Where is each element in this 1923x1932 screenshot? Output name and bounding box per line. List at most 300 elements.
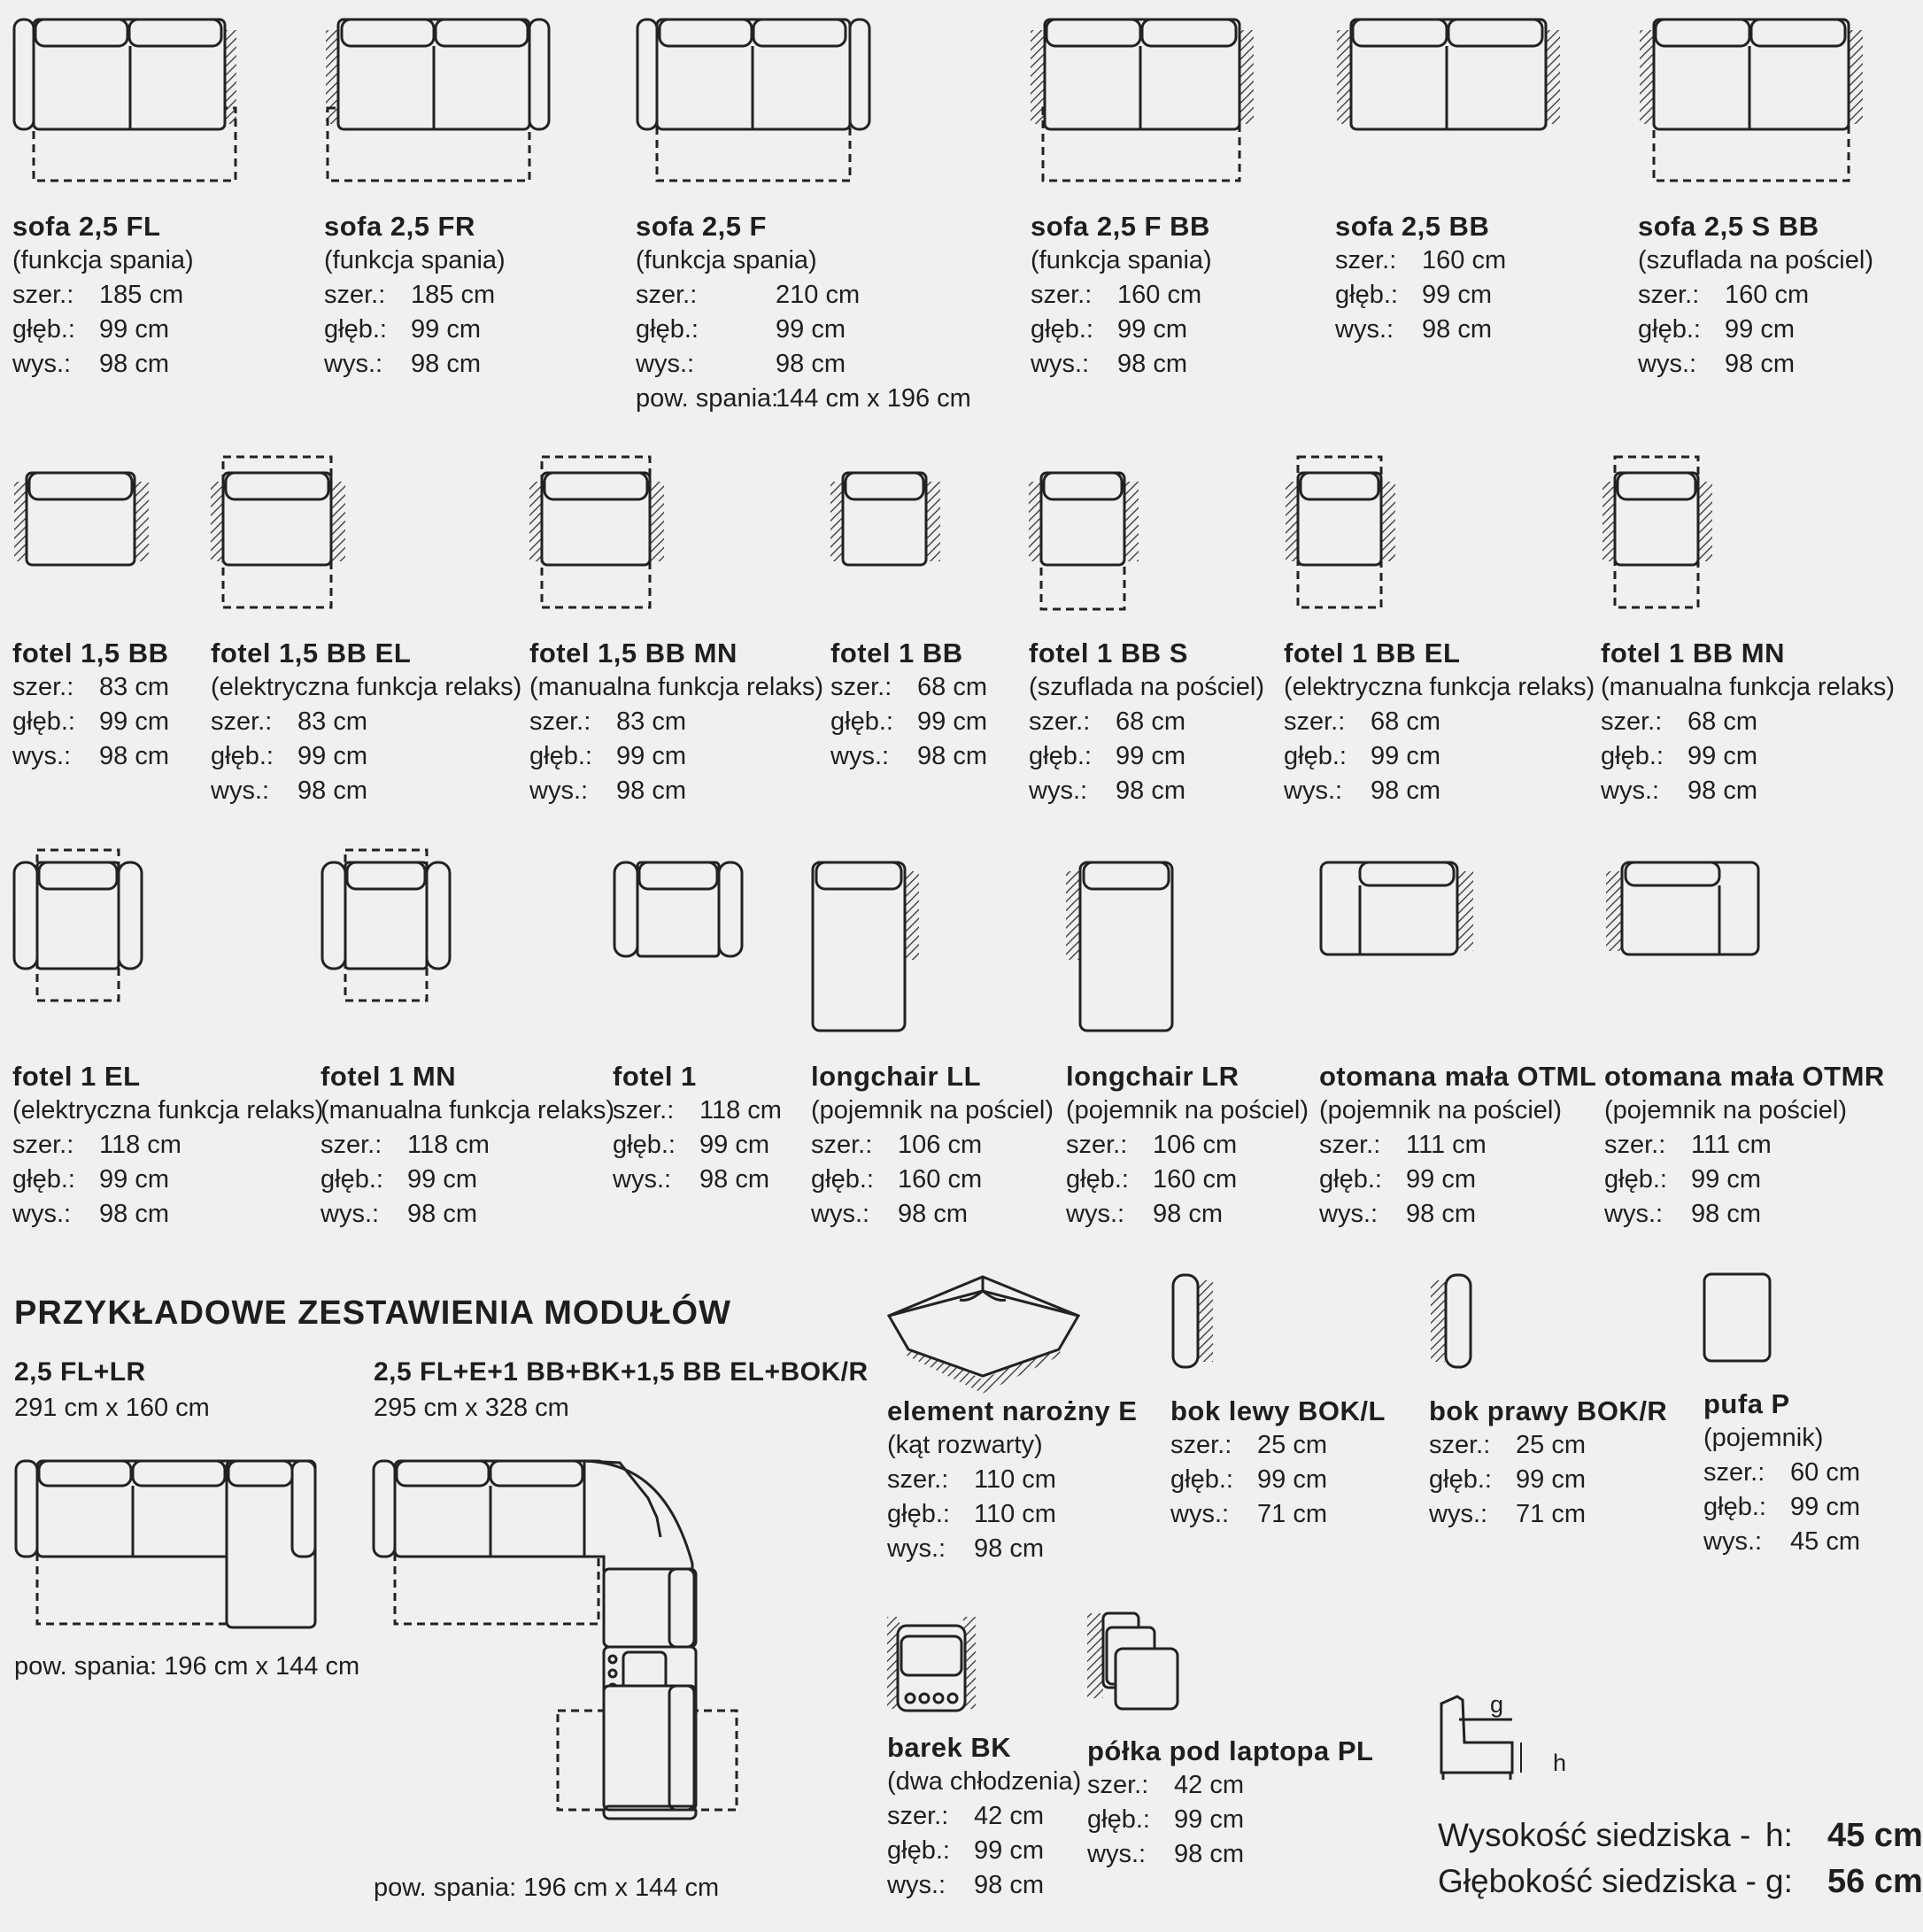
spec-key: wys.:: [529, 777, 589, 805]
spec-value: 99 cm: [1516, 1465, 1586, 1494]
spec-row: [12, 1197, 323, 1232]
seat-height-value: 45 cm: [1827, 1817, 1923, 1854]
spec-value: 98 cm: [699, 1165, 769, 1194]
spec-value: 98 cm: [1116, 777, 1185, 805]
fotel-1-bb-el-icon: [1284, 455, 1397, 611]
module-name: longchair LL: [811, 1061, 981, 1092]
spec-row: [324, 278, 506, 313]
spec-key: szer.:: [1429, 1431, 1491, 1459]
spec-key: głęb.:: [1066, 1165, 1129, 1194]
spec-value: 98 cm: [776, 350, 846, 378]
module-note: (kąt rozwarty): [887, 1431, 1043, 1459]
module-note: (pojemnik na pościel): [1066, 1096, 1309, 1124]
seat-dimensions-icon: [1436, 1691, 1533, 1789]
fotel-1-bb-icon: [829, 469, 942, 568]
spec-value: 98 cm: [411, 350, 481, 378]
combo-size: 295 cm x 328 cm: [374, 1394, 569, 1422]
module-sofa-2-5-bb: [1335, 209, 1506, 347]
spec-row: [529, 739, 823, 774]
module-sofa-2-5-f-bb: [1031, 209, 1212, 382]
spec-row: [1604, 1197, 1885, 1232]
module-name: fotel 1,5 BB EL: [211, 638, 412, 668]
spec-row: [613, 1128, 782, 1163]
combo-2-5-fl-e-1-bb-bk-1-5-bb-el-bok-r-icon: [372, 1457, 726, 1820]
fotel-1-5-bb-mn-icon: [528, 455, 666, 611]
spec-key: szer.:: [12, 281, 74, 309]
spec-key: szer.:: [211, 707, 273, 736]
fotel-1-5-bb-icon: [12, 469, 151, 568]
module-longchair-lr: [1066, 1059, 1309, 1232]
spec-key: głęb.:: [1429, 1465, 1492, 1494]
module-name: fotel 1,5 BB MN: [529, 638, 738, 668]
seat-depth-symbol: g:: [1765, 1863, 1793, 1899]
module-name: sofa 2,5 F: [636, 211, 767, 242]
spec-value: 68 cm: [1371, 707, 1440, 736]
module-note: (funkcja spania): [1031, 246, 1212, 274]
spec-key: głęb.:: [1335, 281, 1398, 309]
spec-key: głęb.:: [1601, 742, 1664, 770]
seat-height-symbol: h:: [1765, 1817, 1793, 1853]
longchair-ll-icon: [811, 859, 921, 1032]
seat-depth-label-text: Głębokość siedziska -: [1438, 1863, 1757, 1899]
spec-key: głęb.:: [1638, 315, 1701, 344]
module-note: (elektryczna funkcja relaks): [12, 1096, 324, 1124]
spec-key: wys.:: [12, 350, 72, 378]
spec-row: [1429, 1428, 1667, 1463]
spec-row: [1029, 705, 1264, 739]
spec-row: [811, 1163, 1054, 1197]
spec-key: głęb.:: [1284, 742, 1347, 770]
spec-row: [1319, 1197, 1596, 1232]
longchair-lr-icon: [1064, 859, 1174, 1032]
module-name: sofa 2,5 F BB: [1031, 211, 1210, 242]
spec-value: 98 cm: [1422, 315, 1492, 344]
spec-key: głęb.:: [12, 1165, 75, 1194]
spec-key: wys.:: [12, 742, 72, 770]
spec-value: 98 cm: [1406, 1200, 1476, 1228]
barek-bk-icon: [885, 1610, 977, 1714]
spec-value: 25 cm: [1257, 1431, 1327, 1459]
spec-value: 83 cm: [297, 707, 367, 736]
spec-value: 98 cm: [99, 350, 169, 378]
spec-key: szer.:: [1638, 281, 1700, 309]
module-name: bok prawy BOK/R: [1429, 1395, 1668, 1426]
spec-value: 99 cm: [974, 1836, 1044, 1865]
spec-key: szer.:: [1604, 1131, 1666, 1159]
spec-row: [1284, 739, 1595, 774]
spec-value: 99 cm: [699, 1131, 769, 1159]
spec-key: szer.:: [12, 673, 74, 701]
spec-value: 98 cm: [1725, 350, 1795, 378]
spec-row: [1601, 774, 1895, 808]
spec-key: szer.:: [324, 281, 386, 309]
spec-row: [1170, 1497, 1386, 1532]
spec-row: [830, 705, 987, 739]
spec-value: 210 cm: [776, 281, 861, 309]
spec-row: [636, 278, 971, 313]
spec-key: głęb.:: [887, 1836, 950, 1865]
spec-key: szer.:: [1029, 707, 1091, 736]
spec-key: głęb.:: [320, 1165, 383, 1194]
spec-row: [1703, 1456, 1860, 1490]
spec-value: 99 cm: [99, 315, 169, 344]
spec-key: głęb.:: [1031, 315, 1093, 344]
spec-row: [211, 705, 521, 739]
spec-value: 99 cm: [1371, 742, 1440, 770]
spec-row: [1604, 1128, 1885, 1163]
spec-key: głęb.:: [12, 315, 75, 344]
spec-row: [211, 739, 521, 774]
module-fotel-1-bb: [830, 636, 987, 774]
module-sofa-2-5-s-bb: [1638, 209, 1873, 382]
spec-row: [1429, 1497, 1667, 1532]
spec-row: [636, 347, 971, 382]
spec-key: szer.:: [1335, 246, 1397, 274]
module-name: sofa 2,5 FL: [12, 211, 161, 242]
module-name: fotel 1 BB MN: [1601, 638, 1785, 668]
spec-key: wys.:: [887, 1534, 946, 1563]
spec-value: 106 cm: [1153, 1131, 1238, 1159]
spec-key: głęb.:: [1604, 1165, 1667, 1194]
module-note: (manualna funkcja relaks): [529, 673, 824, 701]
spec-value: 160 cm: [1725, 281, 1810, 309]
combo-2: [374, 1355, 869, 1426]
spec-row: [1170, 1463, 1386, 1497]
spec-value: 118 cm: [99, 1131, 181, 1159]
spec-row: [12, 1163, 323, 1197]
spec-value: 160 cm: [898, 1165, 983, 1194]
spec-key: wys.:: [211, 777, 270, 805]
module-note: (szuflada na pościel): [1638, 246, 1873, 274]
spec-key: szer.:: [887, 1802, 949, 1830]
spec-value: 99 cm: [297, 742, 367, 770]
fotel-1-mn-icon: [320, 848, 452, 1004]
module-note: (pojemnik): [1703, 1424, 1824, 1452]
fotel-1-5-bb-el-icon: [209, 455, 347, 611]
spec-key: wys.:: [1031, 350, 1090, 378]
spec-row: [529, 705, 823, 739]
module-name: pufa P: [1703, 1388, 1790, 1419]
module-name: sofa 2,5 BB: [1335, 211, 1490, 242]
spec-key: głęb.:: [830, 707, 893, 736]
module-name: element narożny E: [887, 1395, 1138, 1426]
spec-key: wys.:: [613, 1165, 672, 1194]
spec-value: 60 cm: [1790, 1458, 1860, 1487]
spec-value: 160 cm: [1153, 1165, 1238, 1194]
module-name: fotel 1 EL: [12, 1061, 141, 1092]
spec-value: 110 cm: [974, 1465, 1056, 1494]
module-bok-lewy-bok-l: [1170, 1394, 1386, 1532]
spec-value: 98 cm: [974, 1871, 1044, 1899]
spec-key: wys.:: [887, 1871, 946, 1899]
spec-value: 118 cm: [699, 1096, 782, 1124]
sofa-2-5-fl-icon: [12, 16, 239, 184]
spec-key: głęb.:: [887, 1500, 950, 1528]
otomana-mala-otmr-icon: [1604, 859, 1760, 958]
spec-value: 111 cm: [1406, 1131, 1487, 1159]
spec-row: [1087, 1768, 1373, 1803]
spec-key: wys.:: [1170, 1500, 1230, 1528]
spec-key: wys.:: [636, 350, 695, 378]
spec-key: szer.:: [12, 1131, 74, 1159]
spec-value: 99 cm: [616, 742, 686, 770]
spec-key: wys.:: [1703, 1527, 1763, 1556]
spec-key: szer.:: [1284, 707, 1346, 736]
spec-value: 99 cm: [99, 707, 169, 736]
spec-value: 99 cm: [407, 1165, 477, 1194]
seat-depth-label: g: [1490, 1691, 1504, 1718]
spec-key: szer.:: [529, 707, 591, 736]
spec-key: głęb.:: [1029, 742, 1092, 770]
module-note: (szuflada na pościel): [1029, 673, 1264, 701]
spec-value: 99 cm: [1725, 315, 1795, 344]
module-note: (manualna funkcja relaks): [1601, 673, 1896, 701]
spec-row: [887, 1868, 1081, 1903]
spec-value: 99 cm: [1422, 281, 1492, 309]
spec-row: [1335, 313, 1506, 347]
spec-value: 98 cm: [1371, 777, 1440, 805]
spec-value: 185 cm: [411, 281, 496, 309]
spec-key: głęb.:: [811, 1165, 874, 1194]
spec-row: [12, 313, 194, 347]
spec-row: [1170, 1428, 1386, 1463]
module-name: fotel 1 BB S: [1029, 638, 1188, 668]
spec-row: [1031, 278, 1212, 313]
combo-2-sleep-area: pow. spania: 196 cm x 144 cm: [374, 1874, 720, 1902]
spec-row: [1335, 243, 1506, 278]
sofa-2-5-f-bb-icon: [1029, 16, 1255, 184]
spec-value: 98 cm: [99, 1200, 169, 1228]
module-bok-prawy-bok-r: [1429, 1394, 1667, 1532]
spec-key: głęb.:: [1319, 1165, 1382, 1194]
spec-value: 99 cm: [1116, 742, 1185, 770]
spec-row: [1031, 313, 1212, 347]
spec-row: [636, 382, 971, 416]
spec-value: 98 cm: [616, 777, 686, 805]
spec-key: wys.:: [1319, 1200, 1379, 1228]
spec-value: 98 cm: [99, 742, 169, 770]
spec-value: 98 cm: [898, 1200, 968, 1228]
spec-key: szer.:: [1601, 707, 1663, 736]
spec-value: 83 cm: [99, 673, 169, 701]
spec-value: 68 cm: [1687, 707, 1757, 736]
spec-row: [1703, 1525, 1860, 1559]
module-polka-pod-laptopa-pl: [1087, 1734, 1373, 1872]
spec-value: 185 cm: [99, 281, 184, 309]
spec-key: głęb.:: [1170, 1465, 1233, 1494]
module-name: otomana mała OTML: [1319, 1061, 1597, 1092]
spec-row: [1703, 1490, 1860, 1525]
module-sofa-2-5-fr: [324, 209, 506, 382]
sofa-2-5-bb-icon: [1335, 16, 1562, 140]
module-note: (pojemnik na pościel): [1319, 1096, 1563, 1124]
spec-key: głęb.:: [1703, 1493, 1766, 1521]
module-name: fotel 1: [613, 1061, 697, 1092]
module-note: (funkcja spania): [12, 246, 194, 274]
spec-key: wys.:: [12, 1200, 72, 1228]
module-name: bok lewy BOK/L: [1170, 1395, 1386, 1426]
spec-key: wys.:: [1604, 1200, 1664, 1228]
fotel-1-icon: [613, 859, 744, 960]
pufa-p-icon: [1702, 1271, 1772, 1364]
spec-value: 98 cm: [1174, 1840, 1244, 1868]
combo-name: 2,5 FL+LR: [14, 1357, 146, 1387]
spec-row: [636, 313, 971, 347]
spec-value: 160 cm: [1422, 246, 1507, 274]
spec-row: [12, 705, 169, 739]
module-barek-bk: [887, 1730, 1081, 1903]
module-name: otomana mała OTMR: [1604, 1061, 1885, 1092]
spec-value: 98 cm: [1687, 777, 1757, 805]
spec-row: [12, 1128, 323, 1163]
spec-value: 98 cm: [297, 777, 367, 805]
combo-1: [14, 1355, 210, 1426]
spec-value: 99 cm: [99, 1165, 169, 1194]
module-otomana-mala-otmr: [1604, 1059, 1885, 1232]
module-name: sofa 2,5 S BB: [1638, 211, 1819, 242]
module-fotel-1-5-bb: [12, 636, 169, 774]
spec-row: [1429, 1463, 1667, 1497]
module-name: fotel 1,5 BB: [12, 638, 169, 668]
fotel-1-bb-s-icon: [1027, 469, 1140, 613]
module-note: (elektryczna funkcja relaks): [1284, 673, 1595, 701]
module-note: (manualna funkcja relaks): [320, 1096, 615, 1124]
spec-key: wys.:: [1087, 1840, 1147, 1868]
combo-2-5-fl-lr-icon: [14, 1457, 320, 1629]
module-fotel-1-bb-mn: [1601, 636, 1895, 808]
spec-value: 98 cm: [974, 1534, 1044, 1563]
spec-row: [1087, 1803, 1373, 1837]
spec-row: [1335, 278, 1506, 313]
spec-value: 99 cm: [1406, 1165, 1476, 1194]
module-note: (pojemnik na pościel): [811, 1096, 1054, 1124]
spec-row: [1066, 1197, 1309, 1232]
spec-row: [887, 1799, 1081, 1834]
spec-row: [1066, 1128, 1309, 1163]
spec-value: 99 cm: [776, 315, 846, 344]
seat-height-label-text: Wysokość siedziska -: [1438, 1817, 1751, 1853]
spec-row: [1604, 1163, 1885, 1197]
module-element-narozny-e: [887, 1394, 1137, 1566]
spec-value: 99 cm: [1687, 742, 1757, 770]
spec-row: [324, 313, 506, 347]
spec-value: 98 cm: [407, 1200, 477, 1228]
spec-row: [1066, 1163, 1309, 1197]
spec-value: 42 cm: [974, 1802, 1044, 1830]
spec-value: 99 cm: [1691, 1165, 1761, 1194]
spec-value: 98 cm: [1691, 1200, 1761, 1228]
module-fotel-1-bb-s: [1029, 636, 1264, 808]
spec-value: 118 cm: [407, 1131, 490, 1159]
spec-row: [1029, 774, 1264, 808]
spec-row: [811, 1128, 1054, 1163]
module-longchair-ll: [811, 1059, 1054, 1232]
spec-key: szer.:: [636, 281, 698, 309]
spec-row: [320, 1128, 614, 1163]
spec-key: wys.:: [1335, 315, 1394, 344]
spec-key: wys.:: [1429, 1500, 1488, 1528]
seat-height-label: h: [1553, 1750, 1567, 1776]
spec-key: szer.:: [887, 1465, 949, 1494]
spec-key: szer.:: [1087, 1771, 1149, 1799]
module-note: (funkcja spania): [324, 246, 506, 274]
spec-key: szer.:: [1031, 281, 1093, 309]
module-fotel-1-5-bb-el: [211, 636, 521, 808]
spec-value: 110 cm: [974, 1500, 1056, 1528]
spec-row: [1319, 1128, 1596, 1163]
bok-lewy-bok-l-icon: [1170, 1271, 1215, 1371]
seat-height-row: [1438, 1817, 1923, 1855]
module-fotel-1-5-bb-mn: [529, 636, 823, 808]
spec-key: szer.:: [320, 1131, 382, 1159]
spec-value: 98 cm: [917, 742, 987, 770]
spec-value: 68 cm: [1116, 707, 1185, 736]
spec-row: [1284, 705, 1595, 739]
module-name: sofa 2,5 FR: [324, 211, 475, 242]
spec-row: [811, 1197, 1054, 1232]
spec-row: [12, 739, 169, 774]
spec-key: głęb.:: [1087, 1805, 1150, 1834]
spec-key: głęb.:: [529, 742, 592, 770]
spec-row: [12, 278, 194, 313]
module-fotel-1-bb-el: [1284, 636, 1595, 808]
spec-row: [12, 347, 194, 382]
polka-pod-laptopa-pl-icon: [1085, 1610, 1181, 1712]
module-name: półka pod laptopa PL: [1087, 1735, 1374, 1766]
spec-key: głęb.:: [636, 315, 699, 344]
spec-key: szer.:: [830, 673, 892, 701]
spec-key: pow. spania:: [636, 384, 779, 413]
spec-key: szer.:: [613, 1096, 675, 1124]
combo-size: 291 cm x 160 cm: [14, 1394, 210, 1422]
spec-row: [324, 347, 506, 382]
spec-row: [1029, 739, 1264, 774]
spec-row: [887, 1497, 1137, 1532]
spec-value: 144 cm x 196 cm: [776, 384, 971, 413]
spec-value: 98 cm: [1117, 350, 1187, 378]
spec-row: [887, 1532, 1137, 1566]
spec-value: 99 cm: [1117, 315, 1187, 344]
spec-key: wys.:: [830, 742, 890, 770]
spec-value: 68 cm: [917, 673, 987, 701]
spec-row: [830, 739, 987, 774]
module-name: barek BK: [887, 1732, 1012, 1763]
spec-value: 111 cm: [1691, 1131, 1772, 1159]
spec-value: 99 cm: [1174, 1805, 1244, 1834]
spec-row: [1638, 313, 1873, 347]
spec-key: głęb.:: [613, 1131, 676, 1159]
spec-value: 98 cm: [1153, 1200, 1223, 1228]
spec-row: [1601, 739, 1895, 774]
spec-value: 160 cm: [1117, 281, 1202, 309]
fotel-1-bb-mn-icon: [1601, 455, 1714, 611]
examples-heading: PRZYKŁADOWE ZESTAWIENIA MODUŁÓW: [14, 1294, 731, 1332]
spec-value: 42 cm: [1174, 1771, 1244, 1799]
spec-key: wys.:: [1284, 777, 1343, 805]
spec-row: [320, 1197, 614, 1232]
spec-row: [1087, 1837, 1373, 1872]
spec-value: 99 cm: [1257, 1465, 1327, 1494]
spec-key: wys.:: [1638, 350, 1697, 378]
spec-key: szer.:: [1703, 1458, 1765, 1487]
seat-depth-row: [1438, 1863, 1923, 1901]
module-fotel-1: [613, 1059, 782, 1197]
bok-prawy-bok-r-icon: [1429, 1271, 1473, 1371]
spec-row: [12, 670, 169, 705]
spec-value: 106 cm: [898, 1131, 983, 1159]
spec-key: szer.:: [1170, 1431, 1232, 1459]
combo-1-sleep-area: pow. spania: 196 cm x 144 cm: [14, 1652, 360, 1681]
